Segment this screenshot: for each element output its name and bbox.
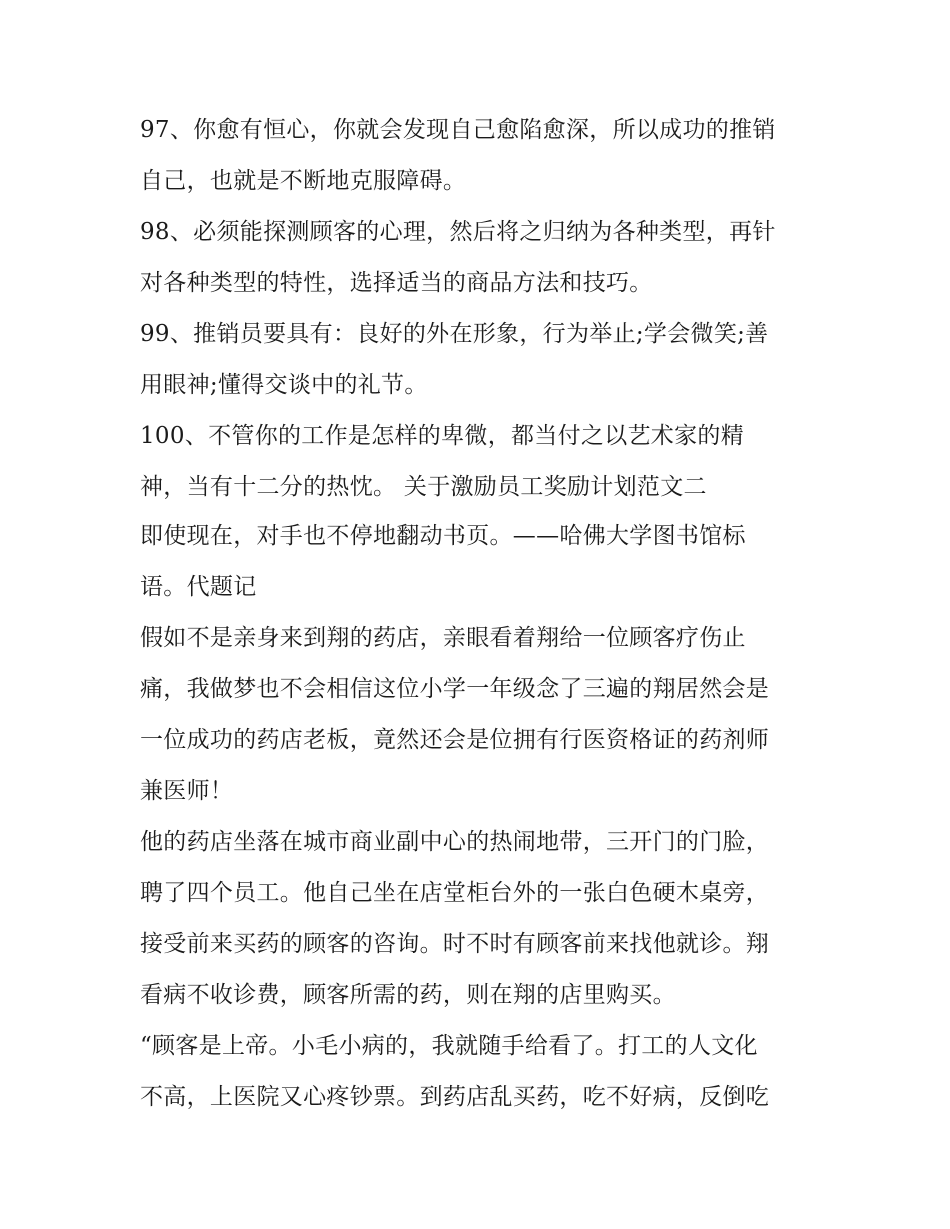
text-line: 98、必须能探测顾客的心理，然后将之归纳为各种类型，再针	[140, 219, 776, 245]
text-line: 他的药店坐落在城市商业副中心的热闹地带，三开门的门脸，	[140, 829, 770, 855]
text-line: 看病不收诊费，顾客所需的药，则在翔的店里购买。	[140, 982, 676, 1008]
text-line: 痛，我做梦也不会相信这位小学一年级念了三遍的翔居然会是	[140, 676, 770, 702]
text-line: 100、不管你的工作是怎样的卑微，都当付之以艺术家的精	[140, 423, 744, 449]
text-line: 对各种类型的特性，选择适当的商品方法和技巧。	[140, 270, 653, 296]
text-line: “顾客是上帝。小毛小病的，我就随手给看了。打工的人文化	[140, 1033, 758, 1059]
text-line: 不高，上医院又心疼钞票。到药店乱买药，吃不好病，反倒吃	[140, 1084, 770, 1110]
text-line: 语。代题记	[140, 574, 257, 600]
text-line: 99、推销员要具有：良好的外在形象，行为举止;学会微笑;善	[140, 321, 769, 347]
text-line: 自己，也就是不断地克服障碍。	[140, 168, 467, 194]
text-line: 接受前来买药的顾客的咨询。时不时有顾客前来找他就诊。翔	[140, 931, 770, 957]
text-line: 神，当有十二分的热忱。 关于激励员工奖励计划范文二	[140, 474, 707, 500]
text-line: 聘了四个员工。他自己坐在店堂柜台外的一张白色硬木桌旁，	[140, 880, 770, 906]
text-line: 兼医师！	[140, 778, 234, 804]
text-line: 97、你愈有恒心，你就会发现自己愈陷愈深，所以成功的推销	[140, 117, 776, 143]
text-line: 假如不是亲身来到翔的药店，亲眼看着翔给一位顾客疗伤止	[140, 625, 746, 651]
text-line: 即使现在，对手也不停地翻动书页。——哈佛大学图书馆标	[140, 523, 746, 549]
text-line: 一位成功的药店老板，竟然还会是位拥有行医资格证的药剂师	[140, 727, 770, 753]
text-line: 用眼神;懂得交谈中的礼节。	[140, 372, 428, 398]
